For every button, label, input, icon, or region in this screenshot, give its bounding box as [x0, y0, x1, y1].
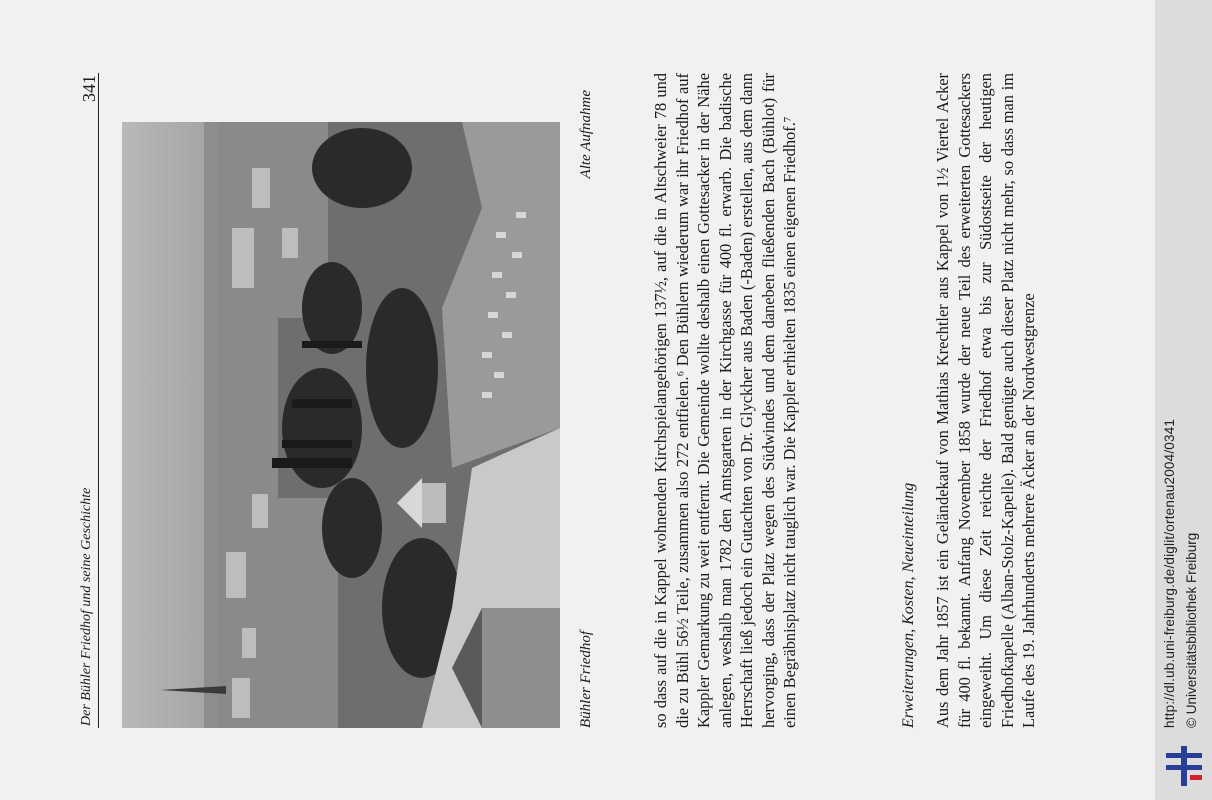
figure-caption-right: Alte Aufnahme [578, 90, 594, 179]
running-head [80, 73, 99, 728]
body-paragraph-2 [932, 73, 1040, 728]
paragraph-text: Aus dem Jahr 1857 ist ein Geländekauf von Mathias Krechtler aus Kappel von 1½ Viertel Acker für 400 fl. bekannt. Anfang November 1858 wurde der neue Teil des erweiterten Gottesackers eingeweiht. Um diese Zeit reichte der Friedhof etwa bis zur Südostseite der heutigen Friedhofkapelle (Alban-Stolz-Kapelle). Bald genügte auch dieser Platz nicht mehr, so dass man im Laufe des 19. Jahrhunderts mehrere Äcker an der Nordwestgrenze [933, 73, 1038, 728]
logo-bar-vertical [1181, 746, 1187, 786]
page-number: 341 [79, 75, 99, 102]
running-title: Der Bühler Friedhof und seine Geschichte [79, 487, 94, 726]
body-paragraph-1 [650, 73, 801, 728]
figure-caption-left: Bühler Friedhof [578, 630, 594, 728]
cemetery-photo-image [122, 122, 560, 728]
logo-red-mark [1190, 775, 1202, 780]
library-logo-icon [1166, 746, 1202, 786]
paragraph-text: so dass auf die in Kappel wohnenden Kirchspielangehörigen 137½, auf die in Altschweier 78 und die zu Bühl 56½ Teile, zusammen also 272 entfielen.⁶ Den Bühlern wiederum war ihr Friedhof auf Kappler Gemarkung zu weit entfernt. Die Gemeinde wollte deshalb einen Gottesacker in der Nähe anlegen, weshalb man 1782 den Amtsgarten in der Kirchgasse für 400 fl. erwarb. Die badische Herrschaft ließ jedoch ein Gutachten von Dr. Glyckher aus Baden (-Baden) erstellen, aus dem dann hervorging, dass der Platz wegen des Südwindes und dem daneben fließenden Bach (Bühlot) für einen Begräbnisplatz nicht tauglich war. Die Kappler erhielten 1835 einen eigenen Friedhof.⁷ [651, 73, 799, 728]
source-url[interactable]: http://dl.ub.uni-freiburg.de/diglit/ortenau2004/0341 [1162, 418, 1177, 728]
section-heading: Erweiterungen, Kosten, Neueinteilung [900, 482, 917, 728]
copyright-notice: © Universitätsbibliothek Freiburg [1184, 532, 1199, 728]
cemetery-photo [122, 122, 560, 728]
